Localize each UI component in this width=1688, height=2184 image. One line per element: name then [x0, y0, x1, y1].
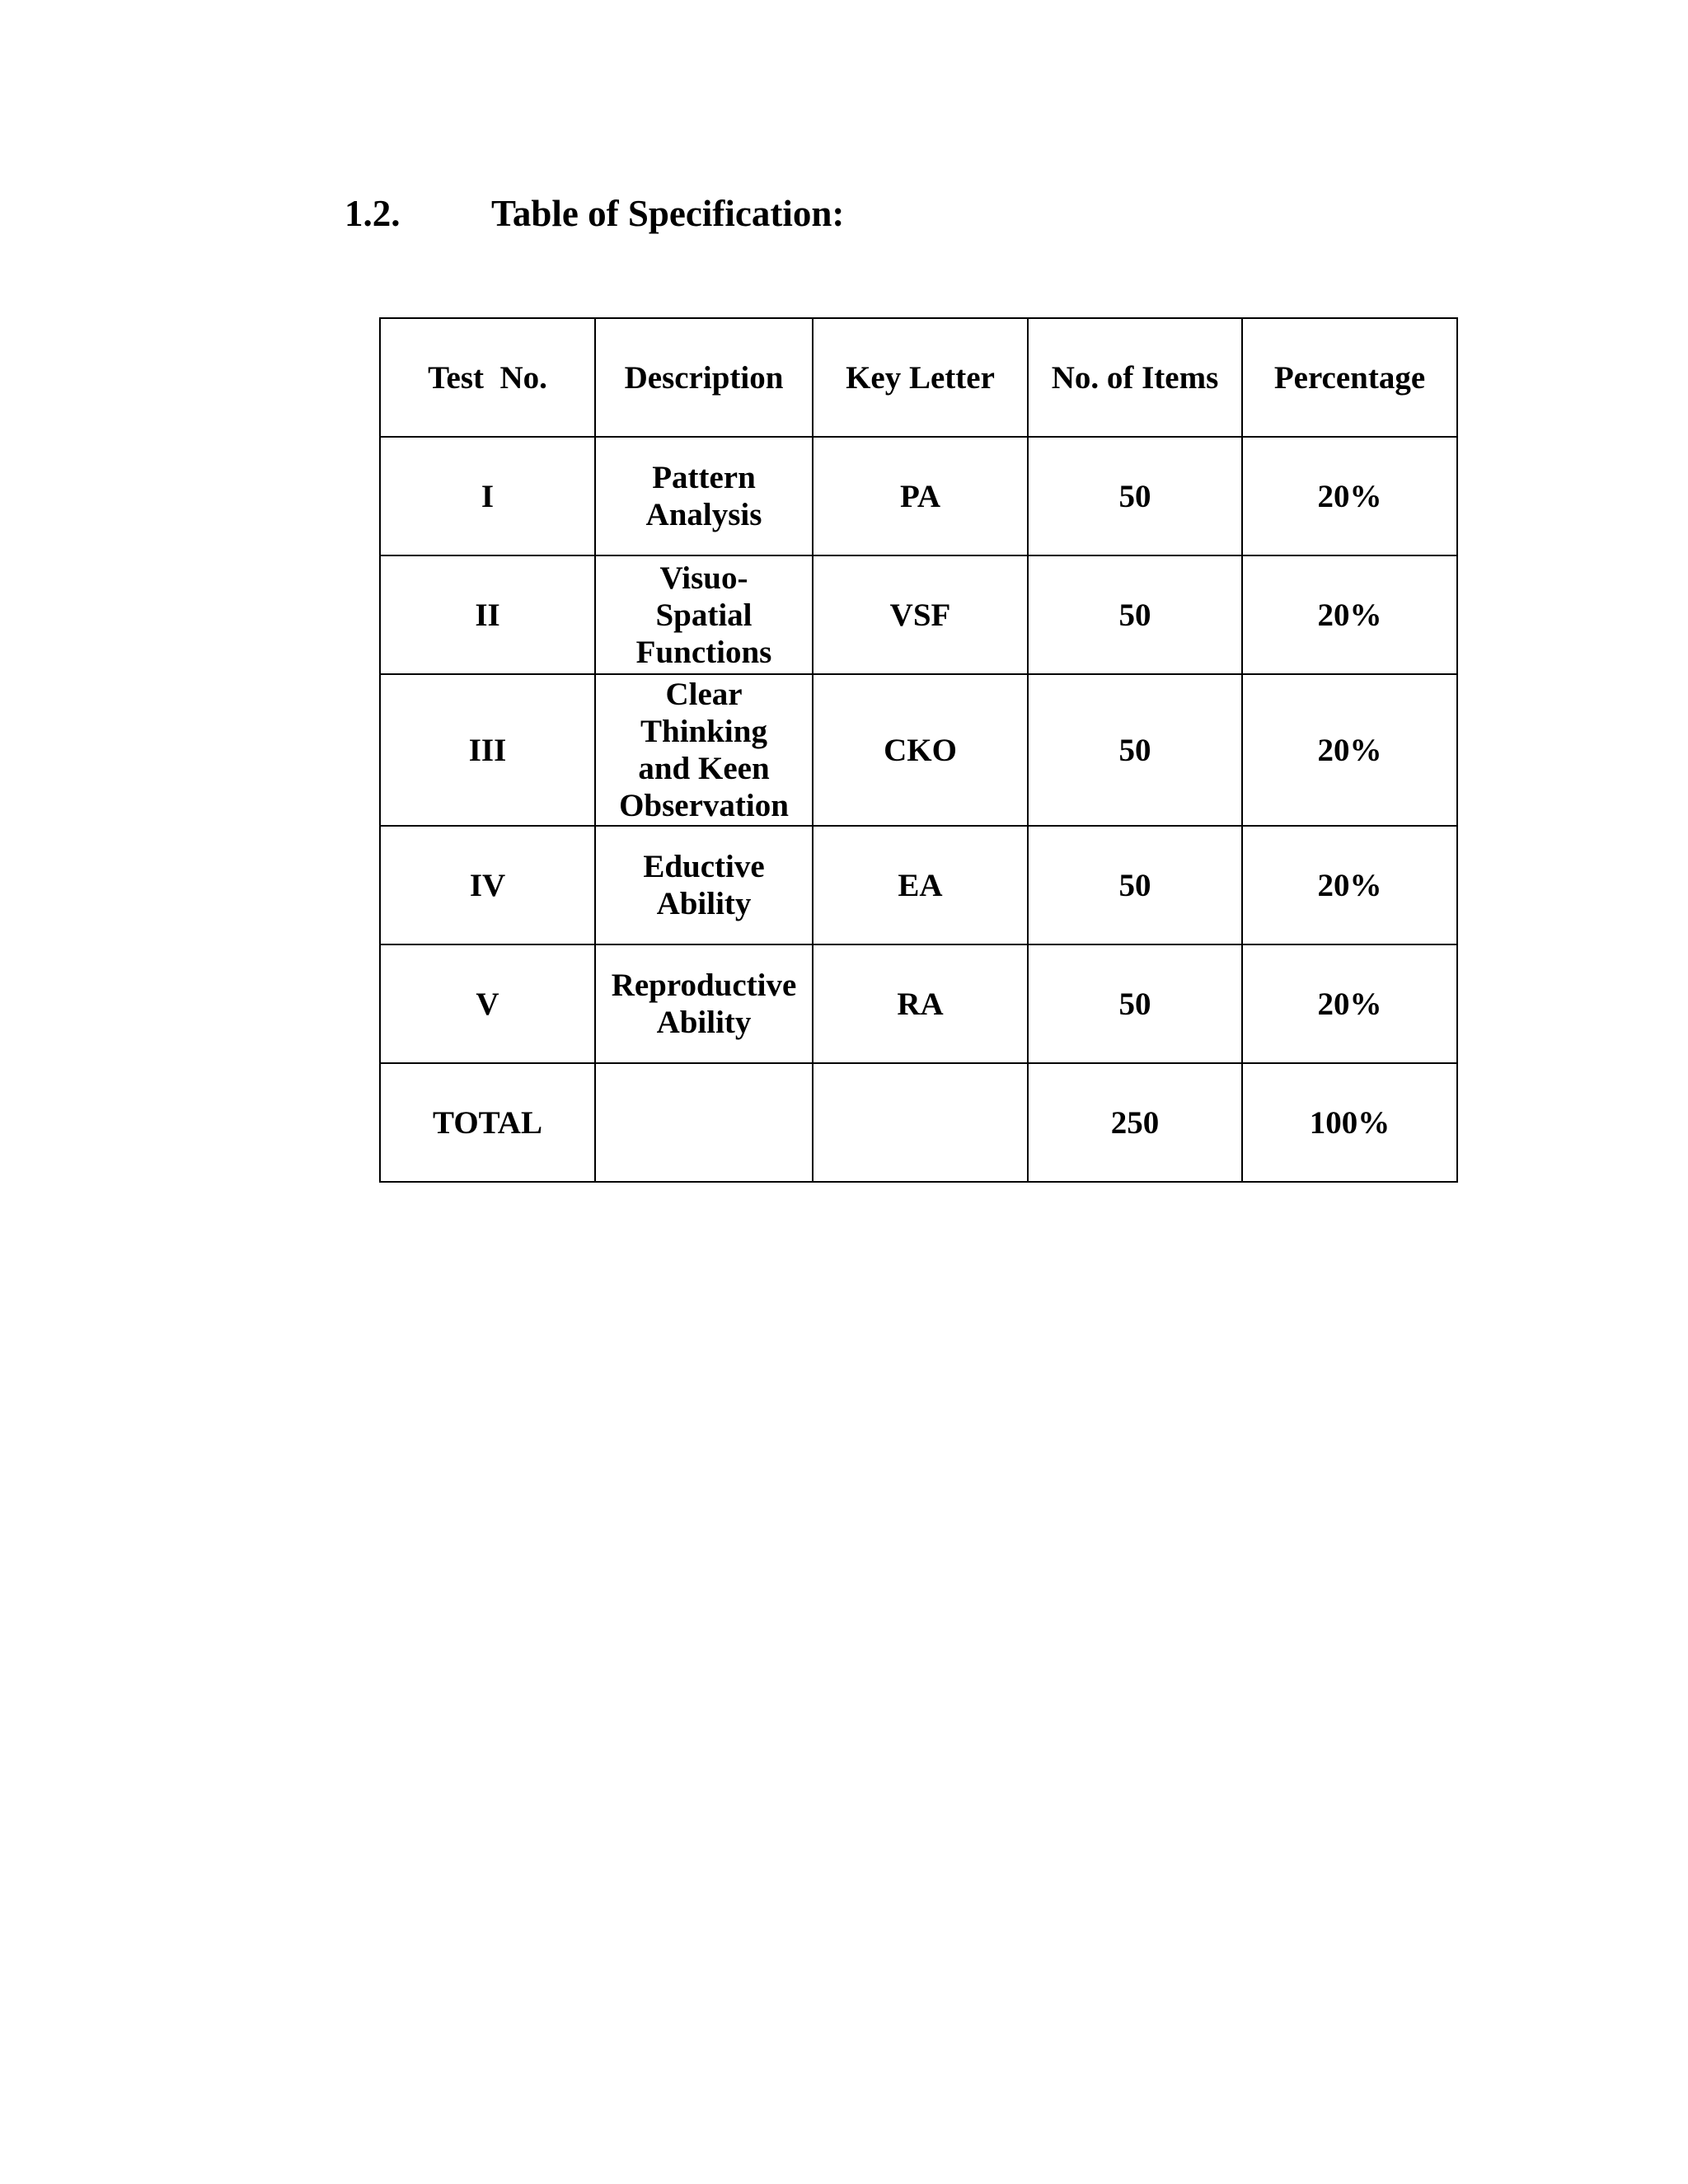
cell-key-letter: RA [813, 944, 1028, 1063]
cell-key-letter: VSF [813, 555, 1028, 674]
cell-test-no: I [380, 437, 595, 555]
cell-items: 50 [1028, 826, 1242, 944]
cell-total-description [595, 1063, 813, 1182]
header-no-of-items: No. of Items [1028, 318, 1242, 437]
cell-percentage: 20% [1242, 826, 1457, 944]
cell-description: Eductive Ability [595, 826, 813, 944]
cell-key-letter: EA [813, 826, 1028, 944]
table-header-row [380, 318, 1457, 437]
cell-total-label: TOTAL [380, 1063, 595, 1182]
table-row [380, 437, 1457, 555]
cell-description: Reproductive Ability [595, 944, 813, 1063]
cell-key-letter: PA [813, 437, 1028, 555]
cell-items: 50 [1028, 944, 1242, 1063]
cell-percentage: 20% [1242, 674, 1457, 826]
header-percentage: Percentage [1242, 318, 1457, 437]
cell-percentage: 20% [1242, 555, 1457, 674]
specification-table [379, 317, 1458, 1183]
cell-test-no: IV [380, 826, 595, 944]
cell-items: 50 [1028, 674, 1242, 826]
table-row [380, 826, 1457, 944]
cell-total-key-letter [813, 1063, 1028, 1182]
header-description: Description [595, 318, 813, 437]
table-row [380, 555, 1457, 674]
cell-key-letter: CKO [813, 674, 1028, 826]
cell-percentage: 20% [1242, 944, 1457, 1063]
cell-description: Visuo- Spatial Functions [595, 555, 813, 674]
cell-test-no: III [380, 674, 595, 826]
table-total-row [380, 1063, 1457, 1182]
section-title: Table of Specification: [491, 193, 845, 234]
cell-percentage: 20% [1242, 437, 1457, 555]
cell-items: 50 [1028, 555, 1242, 674]
cell-total-items: 250 [1028, 1063, 1242, 1182]
section-number: 1.2. [345, 193, 401, 234]
cell-items: 50 [1028, 437, 1242, 555]
cell-test-no: II [380, 555, 595, 674]
table-row [380, 944, 1457, 1063]
cell-description: Pattern Analysis [595, 437, 813, 555]
cell-description: Clear Thinking and Keen Observation [595, 674, 813, 826]
section-heading [345, 191, 844, 236]
header-test-no: Test No. [380, 318, 595, 437]
header-key-letter: Key Letter [813, 318, 1028, 437]
cell-test-no: V [380, 944, 595, 1063]
table-row [380, 674, 1457, 826]
cell-total-percentage: 100% [1242, 1063, 1457, 1182]
